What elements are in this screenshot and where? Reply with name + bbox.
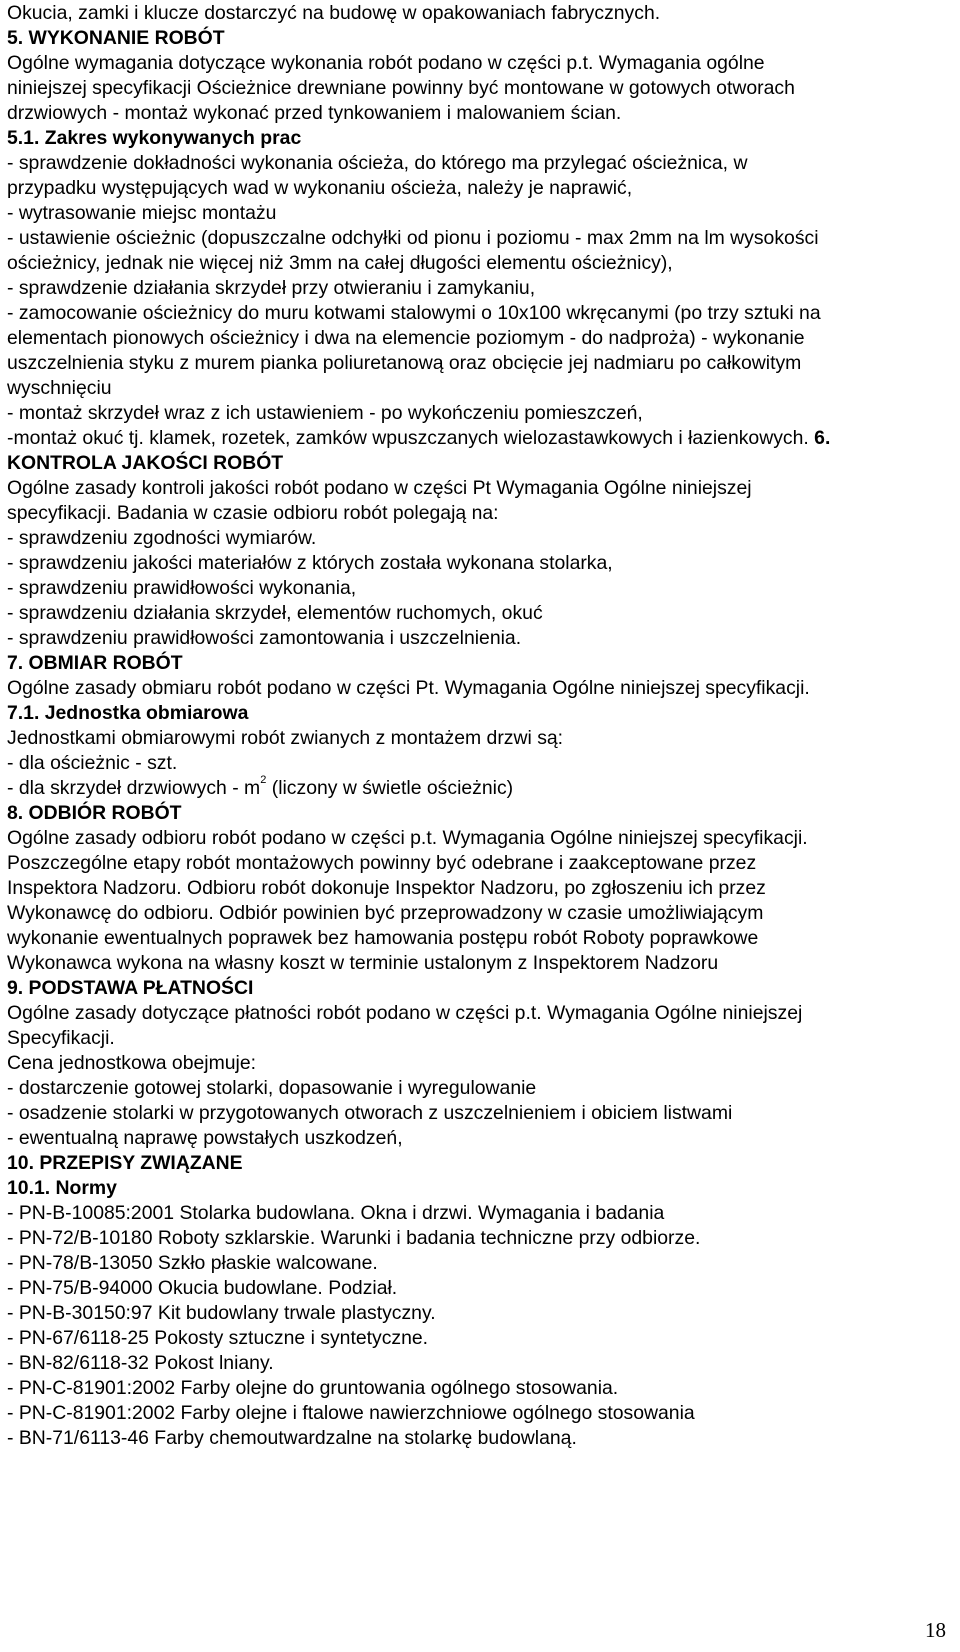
text-line (7, 351, 953, 376)
text-line (7, 76, 953, 101)
text-line (7, 1301, 953, 1326)
text-span: - sprawdzeniu jakości materiałów z których została wykonana stolarka, (7, 552, 613, 574)
text-line (7, 301, 953, 326)
text-line (7, 476, 953, 501)
text-span: Jednostkami obmiarowymi robót zwianych z montażem drzwi są: (7, 727, 564, 749)
text-span: - sprawdzeniu zgodności wymiarów. (7, 527, 317, 549)
text-span: Inspektora Nadzoru. Odbioru robót dokonuje Inspektor Nadzoru, po zgłoszeniu ich przez (7, 877, 766, 899)
text-span: - ustawienie ościeżnic (dopuszczalne odchyłki od pionu i poziomu - max 2mm na lm wysokości (7, 227, 819, 249)
text-line (7, 876, 953, 901)
text-line (7, 1051, 953, 1076)
section-heading (7, 1151, 953, 1176)
text-span: Wykonawcę do odbioru. Odbiór powinien być przeprowadzony w czasie umożliwiającym (7, 902, 764, 924)
text-span: (liczony w świetle ościeżnic) (266, 777, 514, 799)
text-line (7, 601, 953, 626)
section-heading (7, 976, 953, 1001)
text-line (7, 1076, 953, 1101)
text-span: - PN-B-10085:2001 Stolarka budowlana. Okna i drzwi. Wymagania i badania (7, 1202, 665, 1224)
text-span: - PN-B-30150:97 Kit budowlany trwale plastyczny. (7, 1302, 436, 1324)
text-span: Okucia, zamki i klucze dostarczyć na budowę w opakowaniach fabrycznych. (7, 2, 661, 24)
text-line (7, 176, 953, 201)
text-span: Cena jednostkowa obejmuje: (7, 1052, 257, 1074)
text-line (7, 576, 953, 601)
text-span: - dla skrzydeł drzwiowych - m (7, 777, 261, 799)
text-line (7, 951, 953, 976)
section-heading (7, 701, 953, 726)
text-line (7, 251, 953, 276)
text-span: - sprawdzeniu prawidłowości wykonania, (7, 577, 357, 599)
text-span: Ogólne zasady dotyczące płatności robót podano w części p.t. Wymagania Ogólne niniejszej (7, 1002, 803, 1024)
text-line (7, 276, 953, 301)
text-line (7, 1351, 953, 1376)
text-line (7, 551, 953, 576)
text-line (7, 401, 953, 426)
bold-text: 5. WYKONANIE ROBÓT (7, 27, 225, 49)
text-line (7, 751, 953, 776)
text-line (7, 151, 953, 176)
text-span: - sprawdzeniu działania skrzydeł, elementów ruchomych, okuć (7, 602, 543, 624)
text-span: uszczelnienia styku z murem pianka poliuretanową oraz obcięcie jej nadmiaru po całkowitym (7, 352, 802, 374)
document-body (7, 1, 953, 1451)
section-heading (7, 801, 953, 826)
text-span: Specyfikacji. (7, 1027, 115, 1049)
text-line (7, 101, 953, 126)
text-line (7, 326, 953, 351)
text-span: - osadzenie stolarki w przygotowanych otworach z uszczelnieniem i obiciem listwami (7, 1102, 733, 1124)
text-line (7, 1, 953, 26)
section-heading (7, 26, 953, 51)
bold-text: 10. PRZEPISY ZWIĄZANE (7, 1152, 243, 1174)
text-line (7, 501, 953, 526)
text-line (7, 1276, 953, 1301)
text-span: - PN-C-81901:2002 Farby olejne i ftalowe nawierzchniowe ogólnego stosowania (7, 1402, 695, 1424)
section-heading (7, 1176, 953, 1201)
text-span: Poszczególne etapy robót montażowych powinny być odebrane i zaakceptowane przez (7, 852, 757, 874)
text-line (7, 826, 953, 851)
page-number: 18 (925, 1618, 946, 1642)
text-line (7, 1101, 953, 1126)
text-span: wykonanie ewentualnych poprawek bez hamowania postępu robót Roboty poprawkowe (7, 927, 759, 949)
superscript: 2 (260, 774, 267, 786)
text-line (7, 626, 953, 651)
text-span: - montaż skrzydeł wraz z ich ustawieniem - po wykończeniu pomieszczeń, (7, 402, 643, 424)
bold-text: 7.1. Jednostka obmiarowa (7, 702, 249, 724)
text-span: - ewentualną naprawę powstałych uszkodzeń, (7, 1127, 403, 1149)
text-line (7, 726, 953, 751)
text-span: elementach pionowych ościeżnicy i dwa na elemencie poziomym - do nadproża) - wykonanie (7, 327, 805, 349)
text-line (7, 1376, 953, 1401)
text-span: Wykonawca wykona na własny koszt w terminie ustalonym z Inspektorem Nadzoru (7, 952, 719, 974)
text-span: specyfikacji. Badania w czasie odbioru robót polegają na: (7, 502, 499, 524)
text-span: Ogólne zasady odbioru robót podano w części p.t. Wymagania Ogólne niniejszej specyfikacji. (7, 827, 808, 849)
text-span: Ogólne wymagania dotyczące wykonania robót podano w części p.t. Wymagania ogólne (7, 52, 765, 74)
text-line (7, 676, 953, 701)
section-heading (7, 651, 953, 676)
bold-text: 6. (814, 427, 831, 449)
text-line (7, 376, 953, 401)
text-span: - PN-67/6118-25 Pokosty sztuczne i syntetyczne. (7, 1327, 429, 1349)
text-line (7, 1251, 953, 1276)
text-span: niniejszej specyfikacji Ościeżnice drewniane powinny być montowane w gotowych otworach (7, 77, 795, 99)
text-span: - dla ościeżnic - szt. (7, 752, 178, 774)
text-line (7, 926, 953, 951)
text-span: - BN-71/6113-46 Farby chemoutwardzalne na stolarkę budowlaną. (7, 1427, 577, 1449)
text-line (7, 1401, 953, 1426)
bold-text: 8. ODBIÓR ROBÓT (7, 802, 182, 824)
text-line (7, 1001, 953, 1026)
bold-text: 10.1. Normy (7, 1177, 117, 1199)
bold-text: 5.1. Zakres wykonywanych prac (7, 127, 302, 149)
text-line (7, 1226, 953, 1251)
text-span: - sprawdzenie działania skrzydeł przy otwieraniu i zamykaniu, (7, 277, 536, 299)
text-span: - sprawdzenie dokładności wykonania ościeża, do którego ma przylegać ościeżnica, w (7, 152, 748, 174)
text-span: - PN-78/B-13050 Szkło płaskie walcowane. (7, 1252, 378, 1274)
text-line (7, 526, 953, 551)
text-line (7, 1026, 953, 1051)
text-line (7, 426, 953, 451)
section-heading (7, 451, 953, 476)
text-line (7, 851, 953, 876)
text-line (7, 201, 953, 226)
text-line (7, 226, 953, 251)
bold-text: 9. PODSTAWA PŁATNOŚCI (7, 977, 254, 999)
text-span: -montaż okuć tj. klamek, rozetek, zamków wpuszczanych wielozastawkowych i łazienkowych. (7, 427, 815, 449)
text-line (7, 901, 953, 926)
text-line (7, 1201, 953, 1226)
text-span: Ogólne zasady kontroli jakości robót podano w części Pt Wymagania Ogólne niniejszej (7, 477, 752, 499)
text-span: Ogólne zasady obmiaru robót podano w części Pt. Wymagania Ogólne niniejszej specyfikacji. (7, 677, 810, 699)
text-line (7, 1126, 953, 1151)
text-span: - sprawdzeniu prawidłowości zamontowania i uszczelnienia. (7, 627, 522, 649)
bold-text: 7. OBMIAR ROBÓT (7, 652, 183, 674)
bold-text: KONTROLA JAKOŚCI ROBÓT (7, 452, 284, 474)
text-line (7, 776, 953, 801)
text-span: - zamocowanie ościeżnicy do muru kotwami stalowymi o 10x100 wkręcanymi (po trzy sztuki na (7, 302, 821, 324)
text-span: wyschnięciu (7, 377, 112, 399)
text-span: - wytrasowanie miejsc montażu (7, 202, 277, 224)
text-line (7, 1326, 953, 1351)
text-span: - PN-72/B-10180 Roboty szklarskie. Warunki i badania techniczne przy odbiorze. (7, 1227, 701, 1249)
text-span: ościeżnicy, jednak nie więcej niż 3mm na całej długości elementu ościeżnicy), (7, 252, 673, 274)
section-heading (7, 126, 953, 151)
text-line (7, 1426, 953, 1451)
text-span: przypadku występujących wad w wykonaniu ościeża, należy je naprawić, (7, 177, 633, 199)
text-line (7, 51, 953, 76)
text-span: - PN-C-81901:2002 Farby olejne do gruntowania ogólnego stosowania. (7, 1377, 619, 1399)
text-span: - BN-82/6118-32 Pokost lniany. (7, 1352, 274, 1374)
text-span: - PN-75/B-94000 Okucia budowlane. Podział. (7, 1277, 398, 1299)
text-span: drzwiowych - montaż wykonać przed tynkowaniem i malowaniem ścian. (7, 102, 622, 124)
text-span: - dostarczenie gotowej stolarki, dopasowanie i wyregulowanie (7, 1077, 537, 1099)
